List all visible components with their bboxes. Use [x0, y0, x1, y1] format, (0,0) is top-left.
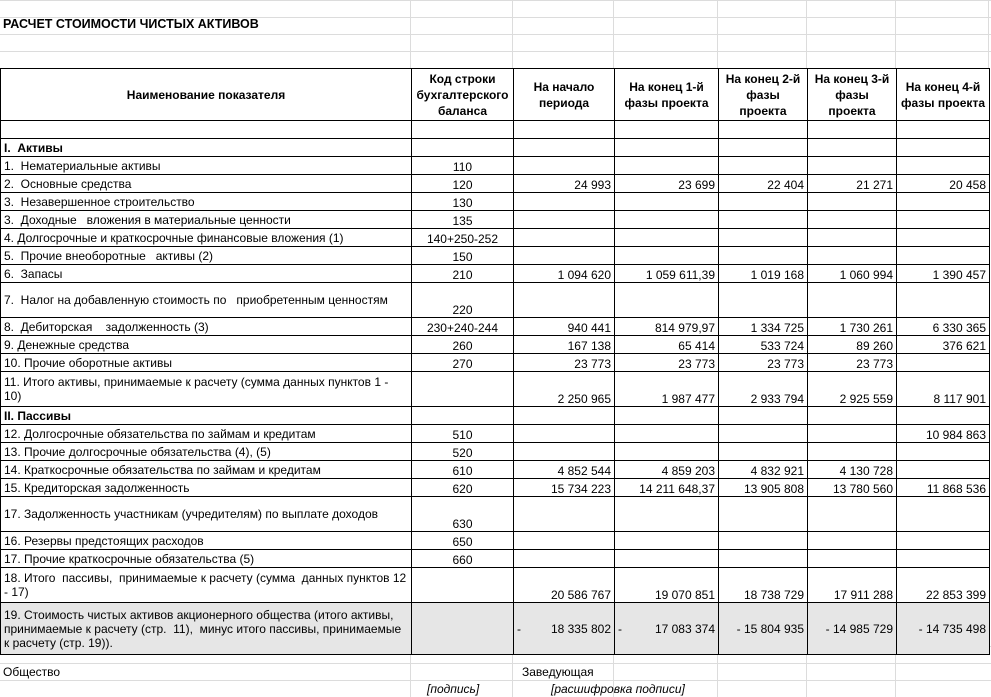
table-row: [1, 568, 990, 603]
row-value: [897, 211, 990, 229]
row-code: 120: [412, 175, 514, 193]
gridline: [0, 51, 991, 52]
row-value: 533 724: [719, 336, 808, 354]
row-name: I. Активы: [1, 139, 412, 157]
row-value: [615, 407, 719, 425]
row-code: [412, 568, 514, 603]
table-row: [1, 265, 990, 283]
row-value: [615, 121, 719, 139]
table-row: [1, 229, 990, 247]
row-value: 1 334 725: [719, 318, 808, 336]
row-value: 89 260: [808, 336, 897, 354]
row-value: [514, 443, 615, 461]
row-code: [412, 372, 514, 407]
row-value: 4 852 544: [514, 461, 615, 479]
value-amount: 17 083 374: [654, 621, 715, 636]
row-value: [808, 532, 897, 550]
negative-value: [517, 622, 611, 636]
row-value: 24 993: [514, 175, 615, 193]
row-value: [897, 193, 990, 211]
row-value: 13 905 808: [719, 479, 808, 497]
row-value: 2 933 794: [719, 372, 808, 407]
row-value: 13 780 560: [808, 479, 897, 497]
row-code: [412, 139, 514, 157]
row-code: 220: [412, 283, 514, 318]
row-value: [808, 229, 897, 247]
row-code: 650: [412, 532, 514, 550]
row-value: [719, 443, 808, 461]
row-value: [808, 193, 897, 211]
row-value: 814 979,97: [615, 318, 719, 336]
row-value: [514, 283, 615, 318]
row-value: [719, 550, 808, 568]
row-value: [615, 247, 719, 265]
row-name: 7. Налог на добавленную стоимость по приобретенным ценностям: [1, 283, 412, 318]
negative-value: [811, 622, 893, 636]
footer-decode: [расшифровка подписи]: [551, 682, 685, 696]
gridline: [410, 0, 411, 68]
footer-sign: [подпись]: [427, 682, 480, 696]
row-value: [808, 157, 897, 175]
row-value: 10 984 863: [897, 425, 990, 443]
row-code: [412, 603, 514, 655]
row-value: [615, 211, 719, 229]
row-value: [615, 139, 719, 157]
row-value: 4 832 921: [719, 461, 808, 479]
row-value: 4 130 728: [808, 461, 897, 479]
header-code: Код строки бухгалтерского баланса: [412, 69, 514, 121]
row-value: [808, 603, 897, 655]
row-code: 230+240-244: [412, 318, 514, 336]
table-row: [1, 336, 990, 354]
row-value: [514, 247, 615, 265]
row-value: 18 738 729: [719, 568, 808, 603]
row-value: 6 330 365: [897, 318, 990, 336]
row-name: 2. Основные средства: [1, 175, 412, 193]
row-value: [897, 532, 990, 550]
row-value: [897, 550, 990, 568]
row-code: 130: [412, 193, 514, 211]
row-value: 11 868 536: [897, 479, 990, 497]
row-value: [615, 157, 719, 175]
table-row: [1, 211, 990, 229]
row-value: 2 925 559: [808, 372, 897, 407]
row-value: [897, 229, 990, 247]
row-value: [514, 550, 615, 568]
row-value: 1 987 477: [615, 372, 719, 407]
row-name: 17. Прочие краткосрочные обязательства (5): [1, 550, 412, 568]
row-name: [1, 121, 412, 139]
row-value: [719, 139, 808, 157]
row-code: 610: [412, 461, 514, 479]
table-row: [1, 157, 990, 175]
row-value: [615, 425, 719, 443]
header-name: Наименование показателя: [1, 69, 412, 121]
row-value: [719, 532, 808, 550]
row-value: [808, 407, 897, 425]
header-phase-3: На конец 3-й фазы проекта: [808, 69, 897, 121]
row-name: 6. Запасы: [1, 265, 412, 283]
row-value: [719, 211, 808, 229]
table-row: [1, 354, 990, 372]
row-value: [897, 443, 990, 461]
row-value: 1 094 620: [514, 265, 615, 283]
row-value: 22 404: [719, 175, 808, 193]
row-value: [514, 121, 615, 139]
row-value: 65 414: [615, 336, 719, 354]
row-value: 167 138: [514, 336, 615, 354]
row-value: [615, 550, 719, 568]
row-value: 1 060 994: [808, 265, 897, 283]
table-header-row: [1, 69, 990, 121]
table-row: [1, 497, 990, 532]
row-name: 3. Доходные вложения в материальные ценности: [1, 211, 412, 229]
row-value: [514, 603, 615, 655]
value-amount: - 15 804 935: [736, 621, 804, 636]
row-value: [514, 425, 615, 443]
row-value: [897, 603, 990, 655]
row-name: 5. Прочие внеоборотные активы (2): [1, 247, 412, 265]
row-value: [897, 139, 990, 157]
row-value: 23 773: [615, 354, 719, 372]
row-name: 16. Резервы предстоящих расходов: [1, 532, 412, 550]
row-code: 210: [412, 265, 514, 283]
row-value: [808, 497, 897, 532]
row-name: 9. Денежные средства: [1, 336, 412, 354]
header-start: На начало периода: [514, 69, 615, 121]
gridline: [988, 0, 989, 68]
row-value: [719, 229, 808, 247]
row-value: [615, 283, 719, 318]
row-name: 17. Задолженность участникам (учредителям) по выплате доходов: [1, 497, 412, 532]
row-value: 2 250 965: [514, 372, 615, 407]
row-name: 3. Незавершенное строительство: [1, 193, 412, 211]
row-value: 20 586 767: [514, 568, 615, 603]
table-row: [1, 407, 990, 425]
row-value: [514, 497, 615, 532]
row-code: [412, 121, 514, 139]
row-code: [412, 407, 514, 425]
row-value: [514, 139, 615, 157]
row-value: [615, 603, 719, 655]
row-value: [719, 283, 808, 318]
table-row: [1, 121, 990, 139]
row-value: 1 390 457: [897, 265, 990, 283]
row-value: [897, 121, 990, 139]
table-row: [1, 318, 990, 336]
row-code: 260: [412, 336, 514, 354]
row-code: 110: [412, 157, 514, 175]
row-value: [514, 157, 615, 175]
negative-value: [722, 622, 804, 636]
row-value: 1 059 611,39: [615, 265, 719, 283]
row-value: [897, 283, 990, 318]
row-value: [897, 247, 990, 265]
table-row: [1, 139, 990, 157]
row-value: [808, 283, 897, 318]
table-row: [1, 175, 990, 193]
row-value: [808, 121, 897, 139]
row-value: 4 859 203: [615, 461, 719, 479]
row-code: 620: [412, 479, 514, 497]
footer-company: Общество: [3, 665, 61, 679]
table-row: [1, 603, 990, 655]
row-value: 376 621: [897, 336, 990, 354]
row-name: 18. Итого пассивы, принимаемые к расчету (сумма данных пунктов 12 - 17): [1, 568, 412, 603]
row-value: 23 773: [514, 354, 615, 372]
row-value: 1 019 168: [719, 265, 808, 283]
row-value: 23 773: [719, 354, 808, 372]
row-value: 8 117 901: [897, 372, 990, 407]
row-value: 23 699: [615, 175, 719, 193]
negative-value: [900, 622, 986, 636]
row-value: [719, 497, 808, 532]
table-row: [1, 550, 990, 568]
header-phase-1: На конец 1-й фазы проекта: [615, 69, 719, 121]
row-value: [615, 443, 719, 461]
row-name: 10. Прочие оборотные активы: [1, 354, 412, 372]
table-row: [1, 479, 990, 497]
row-value: [514, 407, 615, 425]
row-code: 135: [412, 211, 514, 229]
row-value: [897, 461, 990, 479]
gridline: [895, 0, 896, 68]
row-value: [514, 211, 615, 229]
row-value: [808, 211, 897, 229]
row-value: [897, 497, 990, 532]
row-name: 13. Прочие долгосрочные обязательства (4), (5): [1, 443, 412, 461]
value-amount: - 14 735 498: [918, 621, 986, 636]
row-value: 15 734 223: [514, 479, 615, 497]
row-value: [514, 532, 615, 550]
gridline: [512, 0, 513, 68]
row-code: 270: [412, 354, 514, 372]
row-value: [897, 354, 990, 372]
row-value: [615, 193, 719, 211]
value-sign: -: [618, 621, 622, 636]
row-value: [808, 425, 897, 443]
value-sign: -: [517, 621, 521, 636]
row-code: 520: [412, 443, 514, 461]
gridline: [0, 0, 991, 1]
row-value: [719, 121, 808, 139]
row-value: 23 773: [808, 354, 897, 372]
row-name: 8. Дебиторская задолженность (3): [1, 318, 412, 336]
row-value: 21 271: [808, 175, 897, 193]
row-value: [897, 157, 990, 175]
row-value: [808, 139, 897, 157]
gridline: [0, 34, 991, 35]
row-value: 1 730 261: [808, 318, 897, 336]
negative-value: [618, 622, 715, 636]
net-assets-table: [0, 68, 990, 655]
row-value: [897, 407, 990, 425]
value-amount: - 14 985 729: [825, 621, 893, 636]
gridline: [0, 663, 991, 664]
table-row: [1, 193, 990, 211]
row-value: 20 458: [897, 175, 990, 193]
row-name: 15. Кредиторская задолженность: [1, 479, 412, 497]
row-value: [719, 193, 808, 211]
row-value: [719, 603, 808, 655]
row-value: [615, 497, 719, 532]
table-row: [1, 283, 990, 318]
row-name: 4. Долгосрочные и краткосрочные финансовые вложения (1): [1, 229, 412, 247]
row-value: [719, 407, 808, 425]
row-name: 12. Долгосрочные обязательства по займам и кредитам: [1, 425, 412, 443]
row-name: 1. Нематериальные активы: [1, 157, 412, 175]
row-name: 14. Краткосрочные обязательства по займам и кредитам: [1, 461, 412, 479]
row-name: 19. Стоимость чистых активов акционерного общества (итого активы, принимаемые к расчету (стр. 11), минус итого пассивы, принимаемые к расчету (стр. 19)).: [1, 603, 412, 655]
gridline: [0, 680, 991, 681]
row-value: [719, 247, 808, 265]
value-amount: 18 335 802: [550, 621, 611, 636]
row-value: [514, 229, 615, 247]
row-code: 630: [412, 497, 514, 532]
row-value: [808, 550, 897, 568]
table-row: [1, 443, 990, 461]
page-title: РАСЧЕТ СТОИМОСТИ ЧИСТЫХ АКТИВОВ: [3, 17, 259, 31]
table-row: [1, 461, 990, 479]
table-row: [1, 532, 990, 550]
row-value: 22 853 399: [897, 568, 990, 603]
row-value: [808, 247, 897, 265]
row-value: 940 441: [514, 318, 615, 336]
row-value: 17 911 288: [808, 568, 897, 603]
gridline: [717, 0, 718, 68]
footer-head: Заведующая: [522, 665, 594, 679]
row-value: 14 211 648,37: [615, 479, 719, 497]
row-value: [514, 193, 615, 211]
row-value: [719, 157, 808, 175]
row-name: II. Пассивы: [1, 407, 412, 425]
header-phase-4: На конец 4-й фазы проекта: [897, 69, 990, 121]
row-value: [615, 229, 719, 247]
row-value: 19 070 851: [615, 568, 719, 603]
table-row: [1, 247, 990, 265]
row-value: [615, 532, 719, 550]
table-row: [1, 372, 990, 407]
row-code: 660: [412, 550, 514, 568]
row-value: [808, 443, 897, 461]
row-value: [719, 425, 808, 443]
row-code: 510: [412, 425, 514, 443]
gridline: [806, 0, 807, 68]
row-code: 150: [412, 247, 514, 265]
table-row: [1, 425, 990, 443]
row-code: 140+250-252: [412, 229, 514, 247]
gridline: [613, 0, 614, 68]
row-name: 11. Итого активы, принимаемые к расчету (сумма данных пунктов 1 - 10): [1, 372, 412, 407]
header-phase-2: На конец 2-й фазы проекта: [719, 69, 808, 121]
